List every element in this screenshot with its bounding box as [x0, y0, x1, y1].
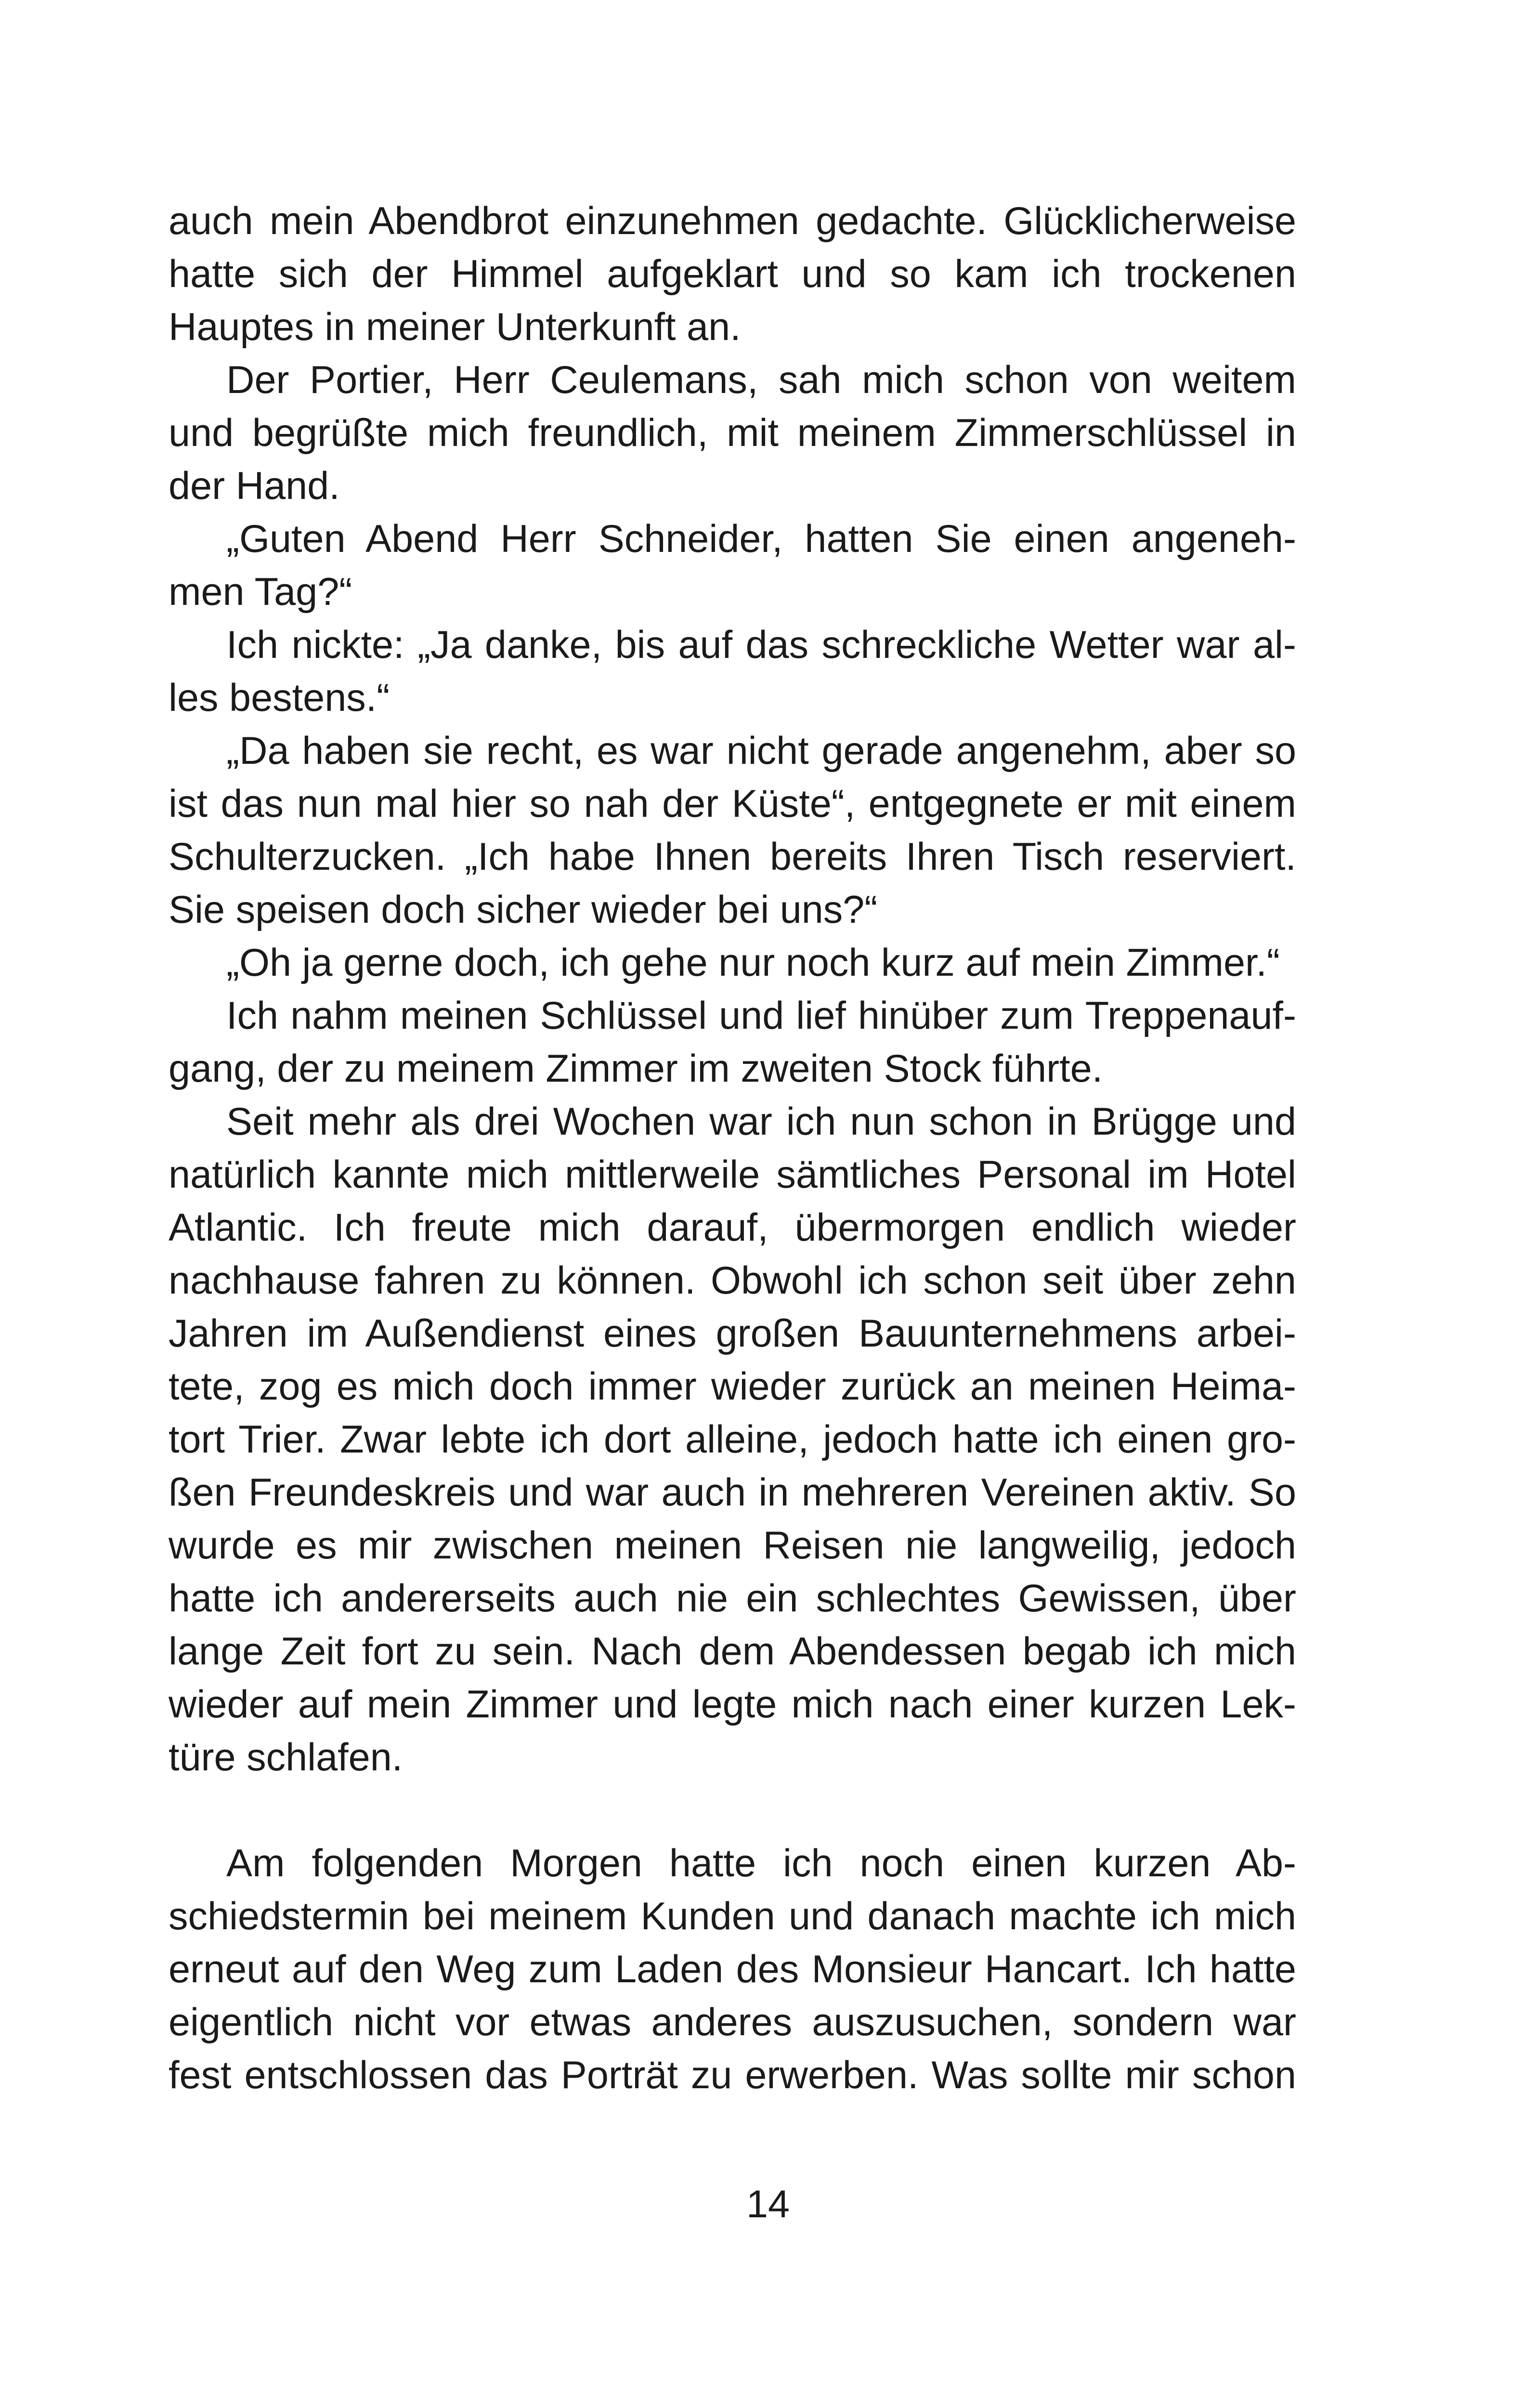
text-line: Am folgenden Morgen hatte ich noch einen kurzen Ab-	[226, 1842, 1296, 1885]
text-line: und begrüßte mich freundlich, mit meinem Zimmerschlüssel in	[169, 411, 1296, 455]
text-line: wieder auf mein Zimmer und legte mich nach einer kurzen Lek-	[169, 1683, 1296, 1726]
text-line: „Guten Abend Herr Schneider, hatten Sie einen angeneh-	[226, 517, 1296, 561]
text-line: Der Portier, Herr Ceulemans, sah mich schon von weitem	[226, 358, 1296, 402]
text-line: türe schlafen.	[169, 1736, 403, 1779]
text-line: Jahren im Außendienst eines großen Bauunternehmens arbei-	[169, 1312, 1296, 1355]
text-line: ist das nun mal hier so nah der Küste“, entgegnete er mit einem	[169, 782, 1296, 825]
text-line: natürlich kannte mich mittlerweile sämtliches Personal im Hotel	[169, 1153, 1296, 1196]
text-line: Schulterzucken. „Ich habe Ihnen bereits Ihren Tisch reserviert.	[169, 835, 1296, 878]
text-line: „Oh ja gerne doch, ich gehe nur noch kurz auf mein Zimmer.“	[226, 941, 1280, 984]
text-line: Ich nickte: „Ja danke, bis auf das schreckliche Wetter war al-	[226, 623, 1296, 667]
text-line: tort Trier. Zwar lebte ich dort alleine, jedoch hatte ich einen gro-	[169, 1418, 1296, 1461]
text-line: wurde es mir zwischen meinen Reisen nie langweilig, jedoch	[169, 1524, 1296, 1567]
text-line: erneut auf den Weg zum Laden des Monsieur Hancart. Ich hatte	[169, 1948, 1296, 1991]
text-line: nachhause fahren zu können. Obwohl ich schon seit über zehn	[169, 1259, 1296, 1302]
text-line: hatte ich andererseits auch nie ein schlechtes Gewissen, über	[169, 1577, 1296, 1620]
page-number: 14	[746, 2183, 790, 2226]
text-line: gang, der zu meinem Zimmer im zweiten Stock führte.	[169, 1047, 1103, 1090]
body-text	[169, 195, 1296, 2102]
text-line: tete, zog es mich doch immer wieder zurück an meinen Heima-	[169, 1365, 1296, 1408]
text-line: lange Zeit fort zu sein. Nach dem Abendessen begab ich mich	[169, 1630, 1296, 1673]
text-line: Ich nahm meinen Schlüssel und lief hinüber zum Treppenauf-	[226, 994, 1296, 1037]
text-line: auch mein Abendbrot einzunehmen gedachte. Glücklicherweise	[169, 199, 1296, 243]
text-line: Hauptes in meiner Unterkunft an.	[169, 305, 741, 349]
text-line: Sie speisen doch sicher wieder bei uns?“	[169, 888, 878, 931]
section-break	[169, 1784, 1296, 1837]
text-line: schiedstermin bei meinem Kunden und danach machte ich mich	[169, 1895, 1296, 1938]
text-line: ßen Freundeskreis und war auch in mehreren Vereinen aktiv. So	[169, 1471, 1296, 1514]
text-line: les bestens.“	[169, 676, 390, 720]
text-line: eigentlich nicht vor etwas anderes auszusuchen, sondern war	[169, 2001, 1296, 2044]
text-line: Seit mehr als drei Wochen war ich nun schon in Brügge und	[226, 1100, 1296, 1143]
text-line: men Tag?“	[169, 570, 352, 614]
text-line: „Da haben sie recht, es war nicht gerade angenehm, aber so	[226, 729, 1296, 772]
text-line: Atlantic. Ich freute mich darauf, übermorgen endlich wieder	[169, 1206, 1296, 1249]
text-line: fest entschlossen das Porträt zu erwerben. Was sollte mir schon	[169, 2054, 1296, 2097]
text-line: der Hand.	[169, 464, 340, 508]
text-line: hatte sich der Himmel aufgeklart und so kam ich trockenen	[169, 252, 1296, 296]
